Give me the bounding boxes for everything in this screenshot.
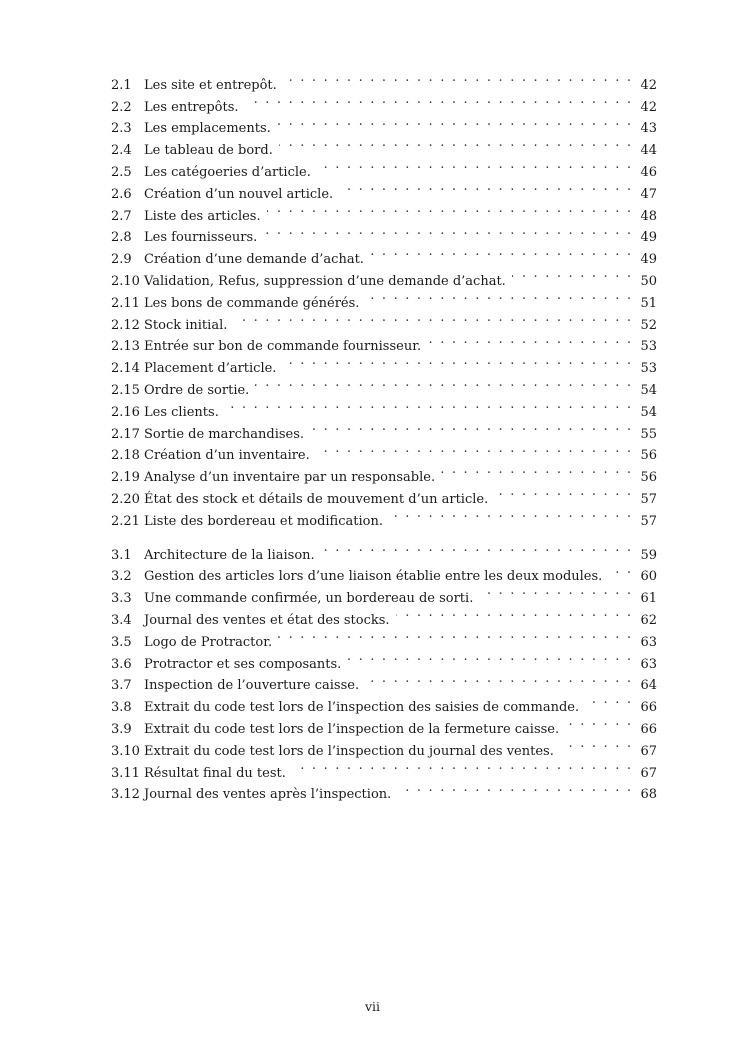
entry-title: Les bons de commande générés.	[144, 295, 360, 311]
dot-leader	[278, 624, 631, 646]
toc-entry[interactable]	[111, 537, 657, 563]
entry-number: 3.5	[111, 634, 132, 650]
entry-title: Les entrepôts.	[144, 99, 239, 115]
entry-page-number: 66	[640, 700, 657, 716]
entry-page-number: 42	[640, 99, 657, 115]
entry-page-number: 42	[640, 77, 657, 93]
entry-page-number: 50	[640, 273, 657, 289]
entry-number: 3.2	[111, 569, 132, 585]
entry-page-number: 54	[640, 382, 657, 398]
entry-title: État des stock et détails de mouvement d’un article.	[144, 491, 489, 507]
entry-title: Architecture de la liaison.	[144, 547, 315, 563]
entry-number: 2.1	[111, 77, 132, 93]
entry-page-number: 46	[640, 164, 657, 180]
entry-title: Extrait du code test lors de l’inspection des saisies de commande.	[144, 700, 580, 716]
entry-page-number: 56	[640, 470, 657, 486]
page-number-footer: vii	[364, 999, 381, 1014]
entry-number: 2.13	[111, 339, 140, 355]
entry-title: Journal des ventes et état des stocks.	[144, 612, 390, 628]
entry-page-number: 62	[640, 612, 657, 628]
dot-leader	[512, 263, 631, 285]
toc-entry[interactable]	[111, 67, 657, 93]
entry-number: 2.2	[111, 99, 132, 115]
entry-title: Journal des ventes après l’inspection.	[144, 787, 392, 803]
dot-leader	[310, 416, 631, 438]
entry-title: Inspection de l’ouverture caisse.	[144, 678, 360, 694]
entry-number: 2.21	[111, 513, 140, 529]
dot-leader	[585, 689, 631, 711]
entry-title: Les catégoeries d’article.	[144, 164, 311, 180]
entry-page-number: 51	[640, 295, 657, 311]
dot-leader	[283, 67, 631, 89]
entry-number: 2.10	[111, 273, 140, 289]
entry-number: 2.5	[111, 164, 132, 180]
entry-page-number: 47	[640, 186, 657, 202]
entry-number: 3.1	[111, 547, 132, 563]
entry-title: Liste des articles.	[144, 208, 261, 224]
entry-title: Liste des bordereau et modification.	[144, 513, 383, 529]
entry-number: 2.15	[111, 382, 140, 398]
entry-title: Sortie de marchandises.	[144, 426, 305, 442]
entry-page-number: 57	[640, 513, 657, 529]
entry-page-number: 48	[640, 208, 657, 224]
entry-title: Extrait du code test lors de l’inspection du journal des ventes.	[144, 743, 554, 759]
entry-title: Placement d’article.	[144, 361, 277, 377]
dot-leader	[263, 220, 631, 242]
dot-leader	[565, 711, 631, 733]
entry-number: 3.4	[111, 612, 132, 628]
dot-leader	[365, 285, 631, 307]
entry-page-number: 63	[640, 634, 657, 650]
entry-title: Les emplacements.	[144, 121, 271, 137]
dot-leader	[225, 394, 631, 416]
entry-title: Les clients.	[144, 404, 219, 420]
entry-title: Validation, Refus, suppression d’une demande d’achat.	[144, 273, 506, 289]
entry-title: Entrée sur bon de commande fournisseur.	[144, 339, 422, 355]
entry-number: 2.6	[111, 186, 132, 202]
entry-number: 2.17	[111, 426, 140, 442]
toc-group-chapter-2	[111, 67, 657, 529]
entry-number: 2.19	[111, 470, 140, 486]
dot-leader	[370, 241, 631, 263]
entry-title: Création d’un nouvel article.	[144, 186, 334, 202]
entry-page-number: 53	[640, 361, 657, 377]
entry-number: 3.12	[111, 787, 140, 803]
entry-page-number: 54	[640, 404, 657, 420]
dot-leader	[317, 154, 631, 176]
entry-number: 2.4	[111, 143, 132, 159]
entry-title: Logo de Protractor.	[144, 634, 273, 650]
entry-number: 2.14	[111, 361, 140, 377]
dot-leader	[277, 111, 631, 133]
entry-number: 2.3	[111, 121, 132, 137]
entry-title: Création d’un inventaire.	[144, 448, 310, 464]
entry-number: 2.16	[111, 404, 140, 420]
list-of-figures	[111, 67, 657, 803]
entry-title: Le tableau de bord.	[144, 143, 273, 159]
dot-leader	[441, 459, 631, 481]
entry-number: 2.7	[111, 208, 132, 224]
entry-title: Gestion des articles lors d’une liaison établie entre les deux modules.	[144, 569, 603, 585]
entry-number: 3.6	[111, 656, 132, 672]
dot-leader	[608, 559, 631, 581]
dot-leader	[245, 89, 631, 111]
entry-title: Ordre de sortie.	[144, 382, 250, 398]
entry-page-number: 49	[640, 252, 657, 268]
entry-page-number: 59	[640, 547, 657, 563]
entry-page-number: 64	[640, 678, 657, 694]
entry-page-number: 66	[640, 721, 657, 737]
dot-leader	[292, 755, 631, 777]
dot-leader	[389, 503, 631, 525]
entry-title: Les fournisseurs.	[144, 230, 258, 246]
entry-page-number: 43	[640, 121, 657, 137]
entry-number: 2.11	[111, 295, 140, 311]
entry-page-number: 52	[640, 317, 657, 333]
entry-title: Stock initial.	[144, 317, 228, 333]
dot-leader	[347, 646, 631, 668]
entry-title: Protractor et ses composants.	[144, 656, 342, 672]
entry-page-number: 60	[640, 569, 657, 585]
entry-title: Une commande confirmée, un bordereau de sorti.	[144, 591, 474, 607]
dot-leader	[316, 438, 631, 460]
entry-number: 3.8	[111, 700, 132, 716]
dot-leader	[427, 329, 631, 351]
entry-page-number: 67	[640, 765, 657, 781]
entry-page-number: 49	[640, 230, 657, 246]
dot-leader	[282, 350, 631, 372]
entry-title: Analyse d’un inventaire par un responsable.	[144, 470, 436, 486]
toc-group-chapter-3	[111, 537, 657, 803]
entry-number: 2.8	[111, 230, 132, 246]
entry-page-number: 44	[640, 143, 657, 159]
entry-number: 3.9	[111, 721, 132, 737]
entry-title: Création d’une demande d’achat.	[144, 252, 364, 268]
entry-title: Résultat final du test.	[144, 765, 286, 781]
entry-number: 3.7	[111, 678, 132, 694]
dot-leader	[494, 481, 631, 503]
dot-leader	[365, 668, 631, 690]
dot-leader	[397, 777, 631, 799]
entry-number: 3.10	[111, 743, 140, 759]
entry-number: 2.9	[111, 252, 132, 268]
entry-page-number: 56	[640, 448, 657, 464]
dot-leader	[321, 537, 631, 559]
entry-page-number: 61	[640, 591, 657, 607]
entry-page-number: 53	[640, 339, 657, 355]
dot-leader	[479, 580, 631, 602]
dot-leader	[396, 602, 631, 624]
entry-title: Les site et entrepôt.	[144, 77, 277, 93]
dot-leader	[267, 198, 631, 220]
dot-leader	[339, 176, 631, 198]
dot-leader	[255, 372, 631, 394]
entry-page-number: 57	[640, 491, 657, 507]
entry-page-number: 55	[640, 426, 657, 442]
entry-page-number: 63	[640, 656, 657, 672]
entry-number: 2.18	[111, 448, 140, 464]
entry-page-number: 67	[640, 743, 657, 759]
entry-number: 3.3	[111, 591, 132, 607]
entry-number: 3.11	[111, 765, 140, 781]
entry-number: 2.20	[111, 491, 140, 507]
dot-leader	[560, 733, 631, 755]
dot-leader	[279, 132, 631, 154]
entry-number: 2.12	[111, 317, 140, 333]
entry-title: Extrait du code test lors de l’inspection de la fermeture caisse.	[144, 721, 560, 737]
dot-leader	[233, 307, 631, 329]
entry-page-number: 68	[640, 787, 657, 803]
